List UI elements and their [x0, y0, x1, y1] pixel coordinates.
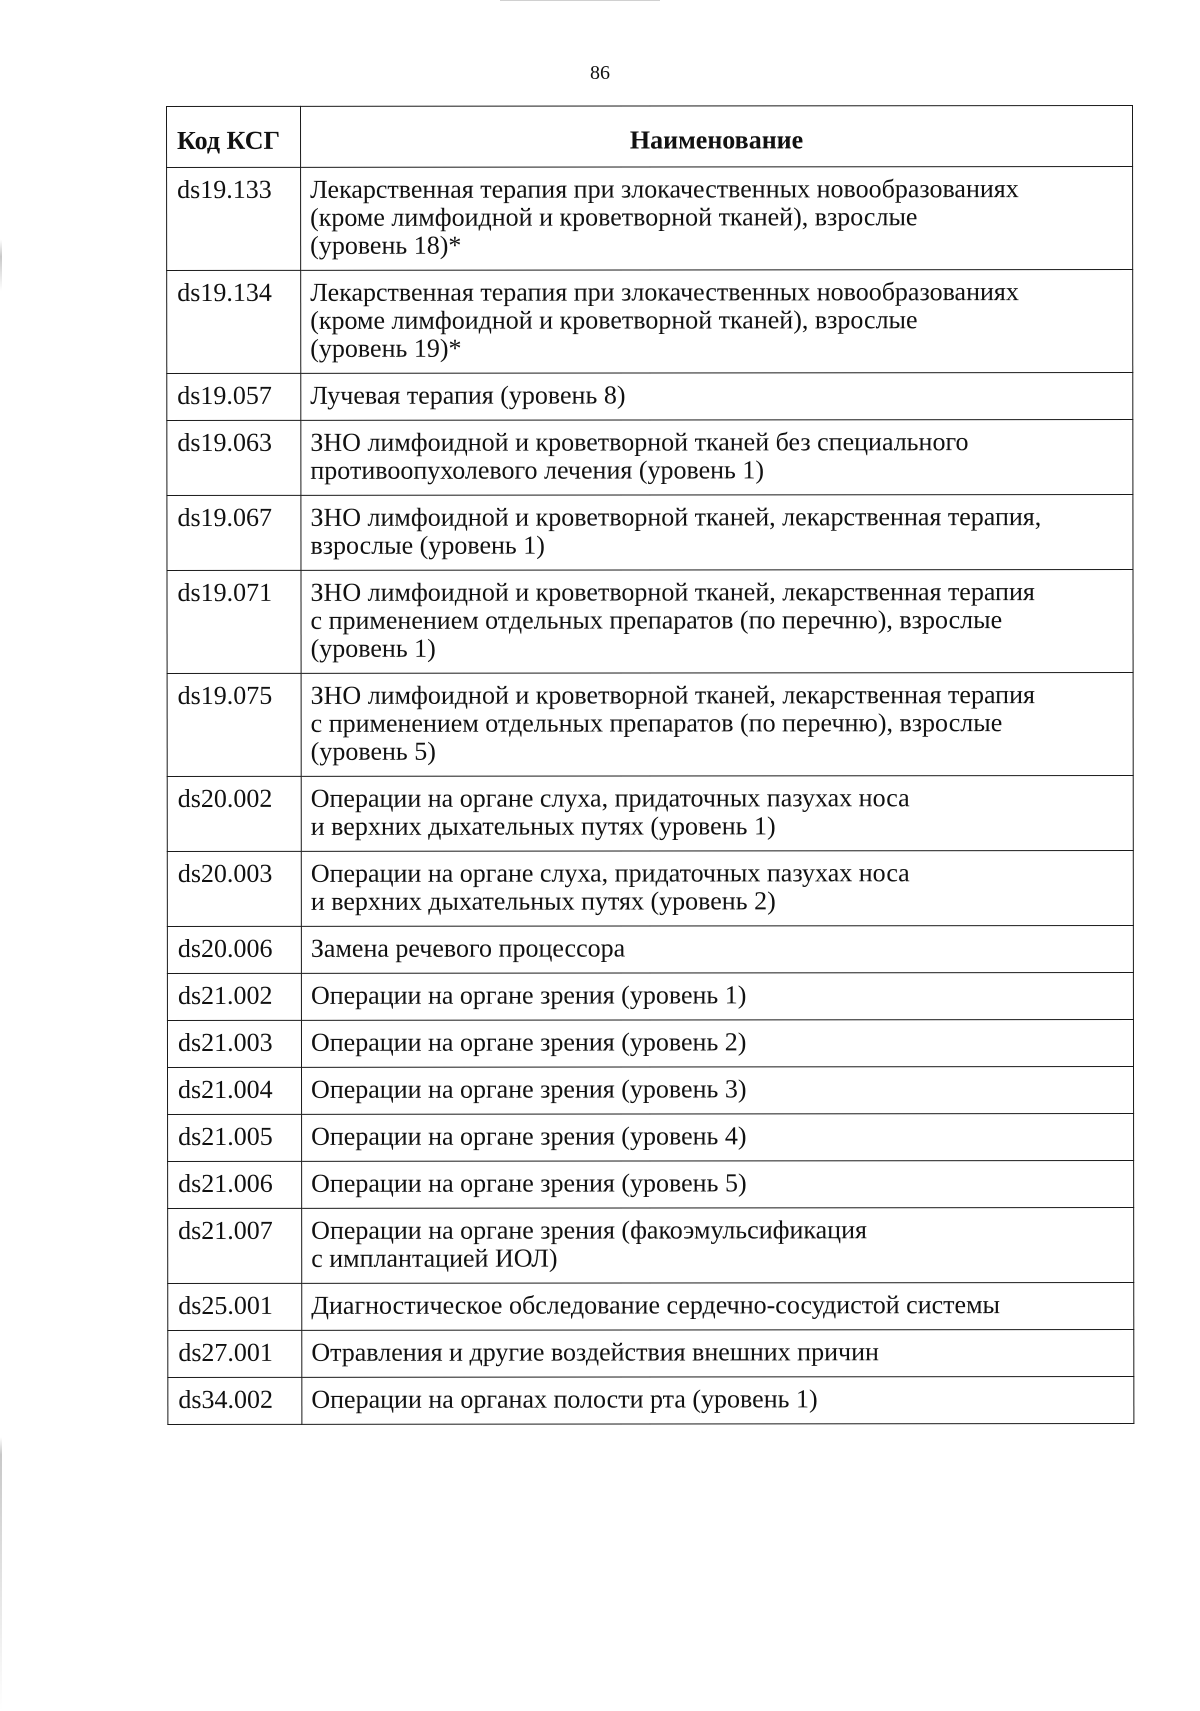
table-body — [167, 166, 1134, 1424]
ksg-code-cell: ds21.004 — [168, 1067, 302, 1114]
ksg-code-cell: ds25.001 — [168, 1283, 302, 1330]
ksg-name-cell — [302, 1329, 1134, 1377]
ksg-name-line: противоопухолевого лечения (уровень 1) — [310, 455, 765, 485]
table-header-row — [167, 105, 1133, 167]
ksg-name-line: Диагностическое обследование сердечно-сосудистой системы — [311, 1290, 1001, 1320]
table-row — [167, 372, 1133, 420]
ksg-name-line: Операции на органе слуха, придаточных пазухах носа — [310, 783, 910, 813]
ksg-name-cell — [301, 269, 1133, 373]
ksg-name-line: Операции на органах полости рта (уровень 1) — [311, 1384, 818, 1414]
ksg-name-line: Отравления и другие воздействия внешних причин — [311, 1337, 879, 1367]
ksg-name-cell — [301, 494, 1133, 570]
ksg-name-line: (кроме лимфоидной и кроветворной тканей), взрослые — [310, 305, 918, 335]
ksg-name-line: (уровень 5) — [310, 736, 436, 766]
table-row — [168, 1113, 1134, 1161]
ksg-name-line: Операции на органе зрения (факоэмульсификация — [311, 1215, 867, 1245]
ksg-name-line: (кроме лимфоидной и кроветворной тканей), взрослые — [310, 202, 918, 232]
ksg-name-line: Операции на органе зрения (уровень 5) — [311, 1168, 747, 1198]
table-row — [168, 1160, 1134, 1208]
column-header-code: Код КСГ — [167, 106, 301, 167]
table-row — [167, 925, 1133, 973]
ksg-code-cell: ds21.005 — [168, 1114, 302, 1161]
ksg-name-line: ЗНО лимфоидной и кроветворной тканей, лекарственная терапия, — [310, 502, 1042, 532]
ksg-name-cell — [301, 925, 1133, 973]
scan-edge-left — [0, 0, 2, 1711]
ksg-name-line: Лекарственная терапия при злокачественных новообразованиях — [310, 277, 1019, 307]
table-row — [167, 672, 1133, 776]
ksg-name-cell — [301, 850, 1133, 926]
ksg-name-line: с применением отдельных препаратов (по перечню), взрослые — [310, 605, 1003, 635]
ksg-code-cell: ds20.003 — [167, 851, 301, 926]
ksg-name-line: ЗНО лимфоидной и кроветворной тканей, лекарственная терапия — [310, 680, 1035, 710]
ksg-name-line: взрослые (уровень 1) — [310, 530, 545, 560]
table-row — [167, 1019, 1133, 1067]
ksg-code-cell: ds19.134 — [167, 270, 301, 373]
ksg-table-container — [166, 106, 1132, 1425]
ksg-code-cell: ds19.133 — [167, 167, 301, 270]
table-row — [167, 569, 1133, 673]
ksg-name-line: Операции на органе зрения (уровень 3) — [311, 1074, 747, 1104]
ksg-name-cell — [301, 972, 1133, 1020]
ksg-name-line: и верхних дыхательных путях (уровень 1) — [310, 811, 776, 841]
table-row — [167, 494, 1133, 570]
scan-edge-top — [500, 0, 660, 1]
table-row — [168, 1207, 1134, 1283]
table-row — [168, 1282, 1134, 1330]
ksg-name-cell — [302, 1113, 1134, 1161]
ksg-code-cell: ds20.002 — [167, 776, 301, 851]
ksg-name-line: Операции на органе зрения (уровень 2) — [310, 1027, 747, 1057]
ksg-name-line: ЗНО лимфоидной и кроветворной тканей, лекарственная терапия — [310, 577, 1035, 607]
ksg-name-line: с имплантацией ИОЛ) — [311, 1243, 558, 1273]
table-row — [168, 1376, 1134, 1424]
ksg-code-cell: ds21.006 — [168, 1161, 302, 1208]
ksg-code-cell: ds19.057 — [167, 373, 301, 420]
ksg-name-cell — [301, 775, 1133, 851]
ksg-name-line: Лучевая терапия (уровень 8) — [310, 380, 626, 410]
ksg-code-cell: ds19.075 — [167, 673, 301, 776]
ksg-code-cell: ds21.003 — [167, 1020, 301, 1067]
ksg-code-cell: ds19.063 — [167, 420, 301, 495]
table-row — [167, 166, 1133, 270]
ksg-name-cell — [301, 1019, 1133, 1067]
ksg-name-line: Операции на органе слуха, придаточных пазухах носа — [310, 858, 910, 888]
ksg-name-cell — [301, 672, 1133, 776]
table-row — [167, 269, 1133, 373]
ksg-name-line: (уровень 19)* — [310, 333, 462, 363]
ksg-name-cell — [301, 569, 1133, 673]
table-row — [167, 419, 1133, 495]
ksg-name-cell — [302, 1160, 1134, 1208]
column-header-name: Наименование — [301, 105, 1133, 167]
ksg-code-cell: ds34.002 — [168, 1377, 302, 1424]
table-row — [168, 1066, 1134, 1114]
ksg-name-cell — [302, 1376, 1134, 1424]
ksg-name-line: Операции на органе зрения (уровень 4) — [311, 1121, 747, 1151]
table-row — [168, 1329, 1134, 1377]
ksg-name-cell — [301, 166, 1133, 270]
ksg-table — [166, 105, 1134, 1425]
ksg-code-cell: ds27.001 — [168, 1330, 302, 1377]
ksg-name-line: ЗНО лимфоидной и кроветворной тканей без специального — [310, 427, 969, 457]
ksg-code-cell: ds21.002 — [167, 973, 301, 1020]
table-row — [167, 972, 1133, 1020]
ksg-code-cell: ds19.071 — [167, 570, 301, 673]
ksg-name-line: Лекарственная терапия при злокачественных новообразованиях — [310, 174, 1019, 204]
table-row — [167, 775, 1133, 851]
ksg-name-line: (уровень 18)* — [310, 230, 462, 260]
ksg-name-line: (уровень 1) — [310, 633, 436, 663]
ksg-name-line: Операции на органе зрения (уровень 1) — [310, 980, 747, 1010]
ksg-name-line: с применением отдельных препаратов (по перечню), взрослые — [310, 708, 1003, 738]
ksg-name-line: Замена речевого процессора — [310, 933, 626, 963]
ksg-code-cell: ds20.006 — [167, 926, 301, 973]
ksg-code-cell: ds21.007 — [168, 1208, 302, 1283]
ksg-code-cell: ds19.067 — [167, 495, 301, 570]
ksg-name-cell — [301, 372, 1133, 420]
ksg-name-line: и верхних дыхательных путях (уровень 2) — [310, 886, 776, 916]
table-row — [167, 850, 1133, 926]
ksg-name-cell — [302, 1207, 1134, 1283]
ksg-name-cell — [301, 419, 1133, 495]
ksg-name-cell — [302, 1282, 1134, 1330]
ksg-name-cell — [302, 1066, 1134, 1114]
page-number: 86 — [590, 62, 610, 84]
